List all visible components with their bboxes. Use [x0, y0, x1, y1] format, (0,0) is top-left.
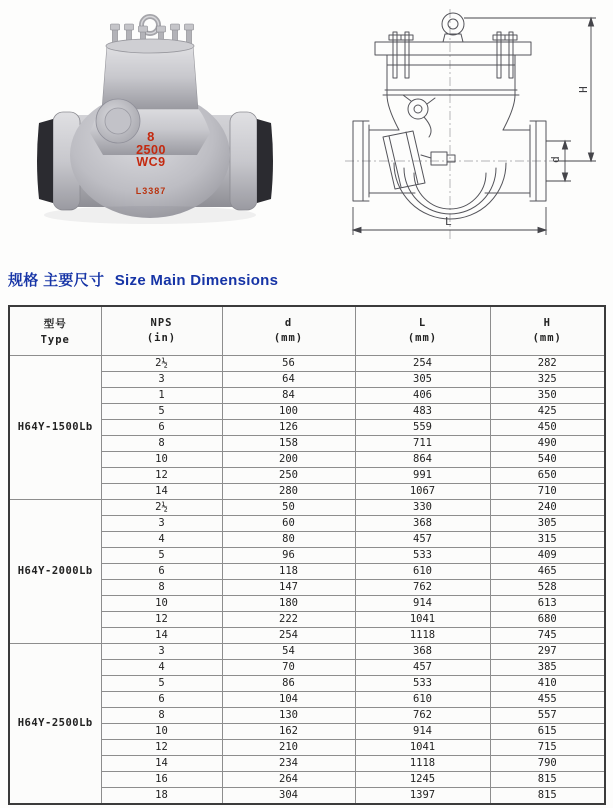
h-cell: 315 [490, 531, 605, 547]
d-cell: 118 [222, 563, 355, 579]
h-cell: 557 [490, 707, 605, 723]
nps-cell: 5 [101, 675, 222, 691]
h-cell: 540 [490, 451, 605, 467]
nps-cell: 2½ [101, 499, 222, 515]
valve-type-cell: H64Y-2500Lb [9, 643, 101, 804]
dimension-label-h: H [576, 86, 590, 93]
h-cell: 528 [490, 579, 605, 595]
nps-cell: 10 [101, 451, 222, 467]
nps-cell: 14 [101, 755, 222, 771]
l-cell: 762 [355, 707, 490, 723]
dimensions-table [8, 305, 606, 805]
header-d-unit: (mm) [273, 332, 304, 345]
marking-class: 2500 [136, 142, 166, 157]
nps-cell: 4 [101, 659, 222, 675]
d-cell: 54 [222, 643, 355, 659]
nps-cell: 10 [101, 595, 222, 611]
d-cell: 147 [222, 579, 355, 595]
h-cell: 282 [490, 355, 605, 371]
nps-cell: 10 [101, 723, 222, 739]
h-cell: 745 [490, 627, 605, 643]
d-cell: 60 [222, 515, 355, 531]
nps-cell: 3 [101, 515, 222, 531]
d-cell: 70 [222, 659, 355, 675]
nps-cell: 2½ [101, 355, 222, 371]
header-d [222, 306, 355, 355]
header-d-label: d [284, 317, 293, 330]
d-cell: 84 [222, 387, 355, 403]
d-cell: 254 [222, 627, 355, 643]
table-header-row [9, 306, 605, 355]
l-cell: 254 [355, 355, 490, 371]
d-cell: 210 [222, 739, 355, 755]
d-cell: 250 [222, 467, 355, 483]
h-cell: 465 [490, 563, 605, 579]
l-cell: 762 [355, 579, 490, 595]
l-cell: 559 [355, 419, 490, 435]
nps-cell: 3 [101, 643, 222, 659]
heading-en: Size Main Dimensions [114, 272, 279, 289]
nps-cell: 12 [101, 611, 222, 627]
h-cell: 615 [490, 723, 605, 739]
header-nps-label: NPS [150, 317, 173, 330]
d-cell: 200 [222, 451, 355, 467]
h-cell: 305 [490, 515, 605, 531]
l-cell: 305 [355, 371, 490, 387]
l-cell: 533 [355, 547, 490, 563]
header-nps [101, 306, 222, 355]
h-cell: 425 [490, 403, 605, 419]
l-cell: 1245 [355, 771, 490, 787]
d-cell: 56 [222, 355, 355, 371]
l-cell: 406 [355, 387, 490, 403]
nps-cell: 5 [101, 403, 222, 419]
d-cell: 158 [222, 435, 355, 451]
nps-cell: 6 [101, 691, 222, 707]
marking-material: WC9 [136, 155, 166, 169]
valve-type-cell: H64Y-2000Lb [9, 499, 101, 643]
l-cell: 610 [355, 563, 490, 579]
l-cell: 610 [355, 691, 490, 707]
marking-serial: L3387 [135, 186, 167, 196]
d-cell: 86 [222, 675, 355, 691]
table-row [9, 355, 605, 371]
nps-cell: 14 [101, 627, 222, 643]
nps-cell: 6 [101, 419, 222, 435]
h-cell: 650 [490, 467, 605, 483]
header-type [9, 306, 101, 355]
l-cell: 1041 [355, 739, 490, 755]
header-h [490, 306, 605, 355]
valve-drawing [303, 3, 608, 243]
nps-cell: 8 [101, 707, 222, 723]
header-type-en: Type [40, 333, 70, 346]
header-h-unit: (mm) [532, 332, 562, 345]
header-nps-unit: (in) [146, 332, 177, 345]
d-cell: 264 [222, 771, 355, 787]
l-cell: 533 [355, 675, 490, 691]
valve-type-cell: H64Y-1500Lb [9, 355, 101, 499]
l-cell: 864 [355, 451, 490, 467]
d-cell: 64 [222, 371, 355, 387]
h-cell: 490 [490, 435, 605, 451]
l-cell: 914 [355, 595, 490, 611]
nps-cell: 18 [101, 787, 222, 804]
h-cell: 680 [490, 611, 605, 627]
table-row [9, 499, 605, 515]
l-cell: 368 [355, 515, 490, 531]
l-cell: 914 [355, 723, 490, 739]
d-cell: 304 [222, 787, 355, 804]
h-cell: 240 [490, 499, 605, 515]
header-h-label: H [543, 317, 551, 330]
l-cell: 1067 [355, 483, 490, 499]
dimensions-table-body [9, 355, 605, 804]
l-cell: 991 [355, 467, 490, 483]
nps-cell: 8 [101, 579, 222, 595]
h-cell: 350 [490, 387, 605, 403]
l-cell: 1397 [355, 787, 490, 804]
h-cell: 715 [490, 739, 605, 755]
d-cell: 100 [222, 403, 355, 419]
h-cell: 297 [490, 643, 605, 659]
marking-size: 8 [147, 129, 155, 144]
l-cell: 457 [355, 659, 490, 675]
nps-cell: 5 [101, 547, 222, 563]
d-cell: 50 [222, 499, 355, 515]
nps-cell: 16 [101, 771, 222, 787]
l-cell: 483 [355, 403, 490, 419]
h-cell: 410 [490, 675, 605, 691]
h-cell: 815 [490, 771, 605, 787]
header-l-label: L [418, 317, 427, 330]
h-cell: 409 [490, 547, 605, 563]
heading-zh: 规格 主要尺寸 [8, 272, 105, 289]
nps-cell: 12 [101, 467, 222, 483]
d-cell: 180 [222, 595, 355, 611]
l-cell: 457 [355, 531, 490, 547]
l-cell: 1118 [355, 627, 490, 643]
nps-cell: 6 [101, 563, 222, 579]
valve-photo-illustration [15, 5, 295, 240]
h-cell: 450 [490, 419, 605, 435]
nps-cell: 14 [101, 483, 222, 499]
nps-cell: 12 [101, 739, 222, 755]
h-cell: 385 [490, 659, 605, 675]
h-cell: 815 [490, 787, 605, 804]
l-cell: 368 [355, 643, 490, 659]
nps-cell: 4 [101, 531, 222, 547]
d-cell: 234 [222, 755, 355, 771]
nps-cell: 1 [101, 387, 222, 403]
valve-drawing-illustration [303, 3, 608, 243]
header-type-zh: 型号 [43, 317, 67, 330]
d-cell: 80 [222, 531, 355, 547]
d-cell: 162 [222, 723, 355, 739]
section-heading [8, 269, 284, 290]
nps-cell: 8 [101, 435, 222, 451]
header-l [355, 306, 490, 355]
l-cell: 1118 [355, 755, 490, 771]
h-cell: 790 [490, 755, 605, 771]
d-cell: 126 [222, 419, 355, 435]
dimension-label-d: d [548, 156, 562, 163]
d-cell: 96 [222, 547, 355, 563]
h-cell: 325 [490, 371, 605, 387]
valve-photo [15, 5, 295, 240]
valve-markings [111, 131, 191, 169]
h-cell: 613 [490, 595, 605, 611]
l-cell: 711 [355, 435, 490, 451]
l-cell: 1041 [355, 611, 490, 627]
table-row [9, 643, 605, 659]
d-cell: 280 [222, 483, 355, 499]
d-cell: 104 [222, 691, 355, 707]
nps-cell: 3 [101, 371, 222, 387]
header-l-unit: (mm) [407, 332, 438, 345]
dimension-label-l: L [445, 215, 452, 228]
d-cell: 130 [222, 707, 355, 723]
h-cell: 455 [490, 691, 605, 707]
d-cell: 222 [222, 611, 355, 627]
h-cell: 710 [490, 483, 605, 499]
l-cell: 330 [355, 499, 490, 515]
